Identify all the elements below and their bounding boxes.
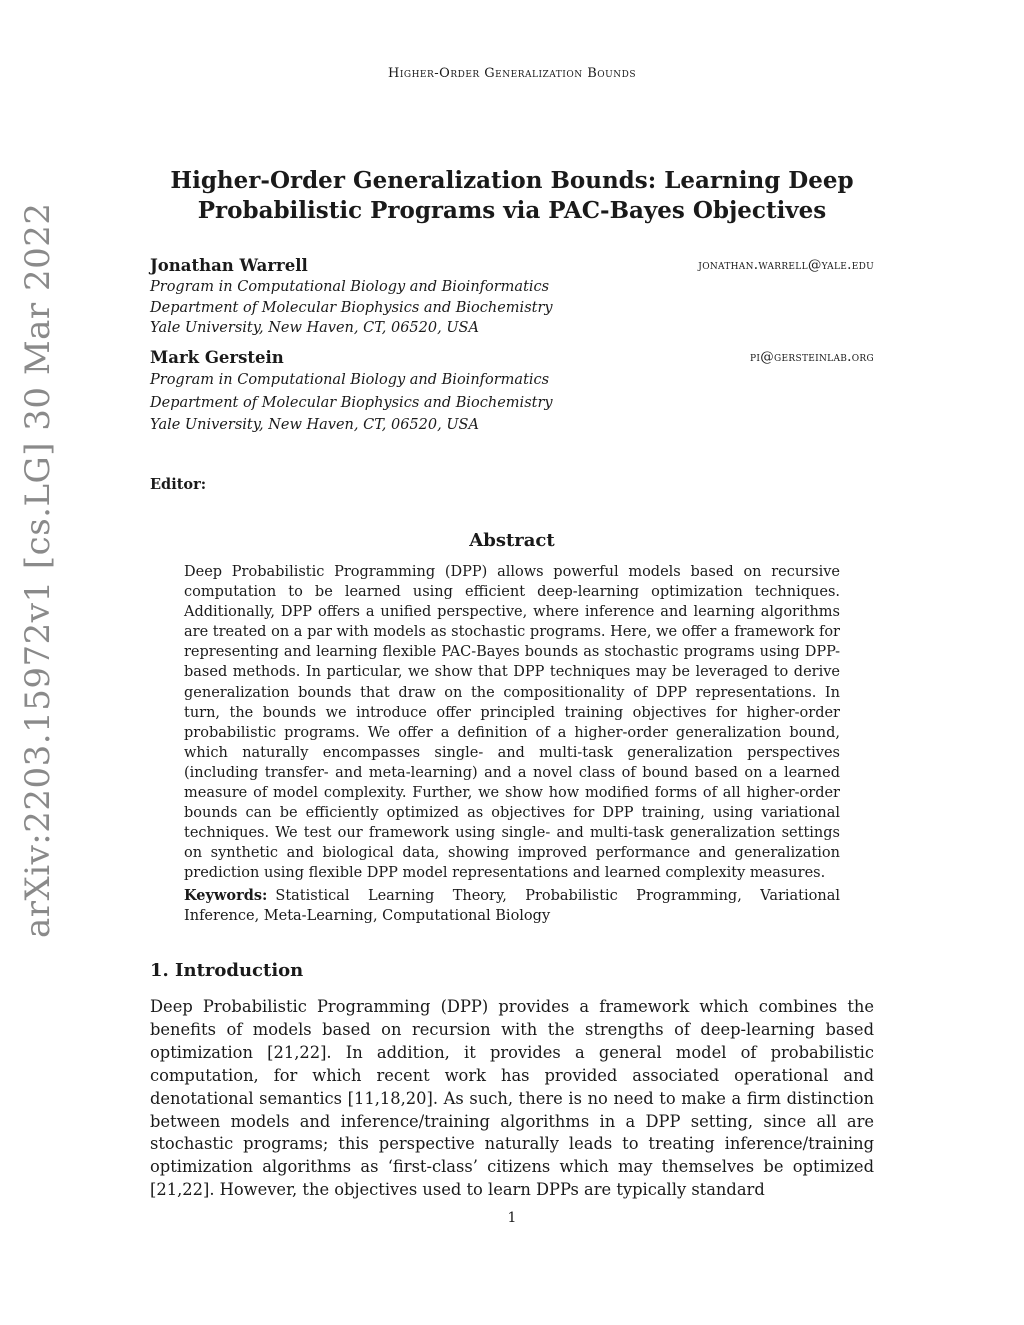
page-number: 1 [507,1210,517,1226]
author-email[interactable]: pi@gersteinlab.org [750,349,874,365]
introduction-paragraph: Deep Probabilistic Programming (DPP) provides a framework which combines the benefits of models based on recursion with the strengths of deep-learning based optimization [21,22]. In addition, it provides a general model of probabilistic computation, for which recent work has provided associated operational and denotational semantics [11,18,20]. As such, there is no need to make a firm distinction between models and inference/training algorithms in a DPP setting, since all are stochastic programs; this perspective naturally leads to treating inference/training optimization algorithms as ‘first-class’ citizens which may themselves be optimized [21,22]. However, the objectives used to learn DPPs are typically standard [150,997,874,1200]
affiliation-line: Department of Molecular Biophysics and Biochemistry [150,299,553,316]
author-name: Mark Gerstein [150,348,284,367]
keywords-list: Statistical Learning Theory, Probabilistic Programming, Variational Inference, Meta-Learning, Computational Biology [184,888,840,925]
abstract-text: Deep Probabilistic Programming (DPP) allows powerful models based on recursive computation to be learned using efficient deep-learning optimization techniques. Additionally, DPP offers a unified perspective, where inference and learning algorithms are treated on a par with models as stochastic programs. Here, we offer a framework for representing and learning flexible PAC-Bayes bounds as stochastic programs using DPP-based methods. In particular, we show that DPP techniques may be leveraged to derive generalization bounds that draw on the compositionality of DPP representations. In turn, the bounds we introduce offer principled training objectives for higher-order probabilistic programs. We offer a definition of a higher-order generalization bound, which naturally encompasses single- and multi-task generalization perspectives (including transfer- and meta-learning) and a novel class of bound based on a learned measure of model complexity. Further, we show how modified forms of all higher-order bounds can be efficiently optimized as objectives for DPP training, using variational techniques. We test our framework using single- and multi-task generalization settings on synthetic and biological data, showing improved performance and generalization prediction using flexible DPP model representations and learned complexity measures. [184,564,840,882]
editor-label: Editor: [150,476,207,493]
author-name: Jonathan Warrell [150,256,308,275]
section-heading-introduction: 1. Introduction [150,960,304,981]
paper-title: Higher-Order Generalization Bounds: Learning Deep Probabilistic Programs via PAC-Bayes Objectives [170,167,854,224]
keywords [184,886,840,926]
running-head: Higher-Order Generalization Bounds [388,66,636,81]
affiliation-line: Yale University, New Haven, CT, 06520, USA [150,320,479,336]
keywords-label: Keywords: [184,887,268,904]
affiliation-line: Yale University, New Haven, CT, 06520, USA [150,417,479,433]
abstract-heading: Abstract [469,530,555,551]
affiliation-line: Program in Computational Biology and Bioinformatics [150,372,550,388]
affiliation-line: Program in Computational Biology and Bioinformatics [150,279,550,295]
affiliation-line: Department of Molecular Biophysics and Biochemistry [150,394,553,411]
author-block-2 [150,347,874,437]
author-email[interactable]: jonathan.warrell@yale.edu [698,257,874,273]
author-block-1 [150,255,874,339]
arxiv-identifier-stamp: arXiv:2203.15972v1 [cs.LG] 30 Mar 2022 [18,202,58,938]
